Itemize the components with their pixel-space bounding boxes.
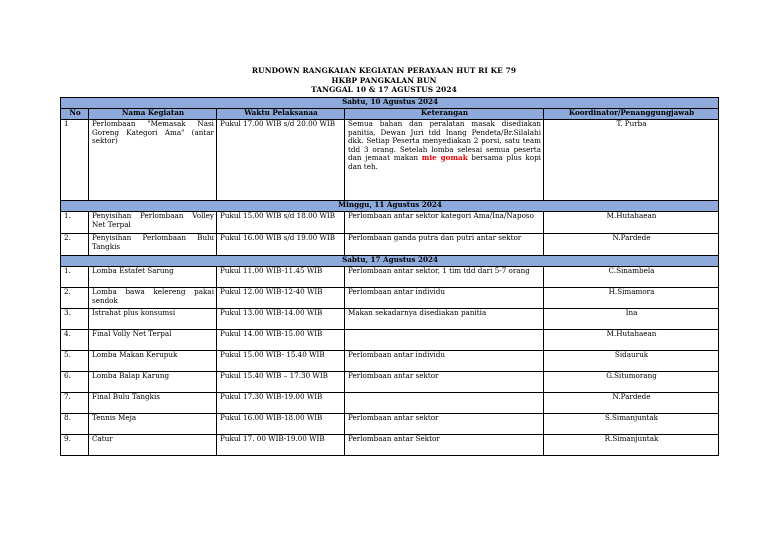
cell-nama: Catur <box>89 435 217 456</box>
keterangan-text-end: bersama plus kopi dan teh. <box>348 153 541 171</box>
day-label: Sabtu, 17 Agustus 2024 <box>61 256 719 267</box>
cell-no: 1. <box>61 212 89 234</box>
cell-waktu: Pukul 17.30 WIB-19.00 WIB <box>217 393 345 414</box>
cell-waktu: Pukul 13.00 WIB-14.00 WIB <box>217 309 345 330</box>
table-row <box>61 372 719 393</box>
cell-no: 1. <box>61 267 89 288</box>
cell-nama: Tennis Meja <box>89 414 217 435</box>
day-label: Minggu, 11 Agustus 2024 <box>61 201 719 212</box>
cell-nama: Istrahat plus konsumsi <box>89 309 217 330</box>
cell-nama: Penyisihan Perlombaan Volley Net Terpal <box>89 212 217 234</box>
cell-koordinator: R.Simanjuntak <box>544 435 719 456</box>
cell-no: 7. <box>61 393 89 414</box>
document-subtitle-date: TANGGAL 10 & 17 AGUSTUS 2024 <box>311 85 457 95</box>
column-header-row <box>61 109 719 120</box>
table-row <box>61 267 719 288</box>
cell-waktu: Pukul 17. 00 WIB-19.00 WIB <box>217 435 345 456</box>
cell-keterangan: Perlombaan antar Sektor <box>345 435 544 456</box>
cell-keterangan <box>345 393 544 414</box>
cell-keterangan: Perlombaan antar sektor <box>345 372 544 393</box>
cell-waktu: Pukul 12.00 WIB-12-40 WIB <box>217 288 345 309</box>
cell-no: 8. <box>61 414 89 435</box>
cell-koordinator: N.Pardede <box>544 234 719 256</box>
document-subtitle-church: HKBP PANGKALAN BUN <box>331 75 437 85</box>
cell-nama: Perlombaan "Memasak Nasi Goreng Kategori Ama" (antar sektor) <box>89 120 217 201</box>
keterangan-text: Semua bahan dan peralatan masak disediakan panitia, Dewan Juri tdd Inang Pendeta/Br.Silalahi dkk. Setiap Peserta menyediakan 2 porsi, satu team tdd 3 orang. Setelah lomba selesai semua peserta dan jemaat makan <box>348 119 541 163</box>
cell-koordinator: Sidauruk <box>544 351 719 372</box>
header-keterangan: Keterangan <box>345 109 544 120</box>
cell-keterangan <box>345 330 544 351</box>
cell-koordinator: T. Purba <box>544 120 719 201</box>
table-row <box>61 309 719 330</box>
day-label: Sabtu, 10 Agustus 2024 <box>61 98 719 109</box>
table-row <box>61 120 719 201</box>
cell-keterangan: Perlombaan antar sektor <box>345 414 544 435</box>
cell-no: 6. <box>61 372 89 393</box>
cell-keterangan: Perlombaan antar individu <box>345 288 544 309</box>
cell-no: 4. <box>61 330 89 351</box>
table-row <box>61 212 719 234</box>
cell-waktu: Pukul 14.00 WIB-15.00 WIB <box>217 330 345 351</box>
cell-nama: Lomba Balap Karung <box>89 372 217 393</box>
header-koordinator: Koordinator/Penanggungjawab <box>544 109 719 120</box>
cell-keterangan <box>345 120 544 201</box>
cell-waktu: Pukul 17.00 WIB s/d 20.00 WIB <box>217 120 345 201</box>
table-row <box>61 435 719 456</box>
cell-keterangan: Perlombaan antar sektor kategori Ama/Ina/Naposo <box>345 212 544 234</box>
rundown-table <box>60 97 719 456</box>
day-header-row <box>61 256 719 267</box>
header-nama: Nama Kegiatan <box>89 109 217 120</box>
cell-waktu: Pukul 16.00 WIB-18.00 WIB <box>217 414 345 435</box>
header-no: No <box>61 109 89 120</box>
cell-nama: Final Volly Net Terpal <box>89 330 217 351</box>
cell-koordinator: C.Sinambela <box>544 267 719 288</box>
cell-koordinator: G.Situmorang <box>544 372 719 393</box>
cell-koordinator: N.Pardede <box>544 393 719 414</box>
header-waktu: Waktu Pelaksanaa <box>217 109 345 120</box>
cell-nama: Lomba Makan Kerupuk <box>89 351 217 372</box>
cell-waktu: Pukul 15.00 WIB s/d 18.00 WIB <box>217 212 345 234</box>
cell-koordinator: Ina <box>544 309 719 330</box>
table-row <box>61 393 719 414</box>
cell-no: 2. <box>61 234 89 256</box>
cell-nama: Final Bulu Tangkis <box>89 393 217 414</box>
cell-keterangan: Perlombaan antar sektor, 1 tim tdd dari 5-7 orang <box>345 267 544 288</box>
cell-nama: Lomba bawa kelereng pakai sendok <box>89 288 217 309</box>
cell-keterangan: Makan sekadarnya disediakan panitia <box>345 309 544 330</box>
document-title-block <box>0 66 768 95</box>
cell-koordinator: S.Simanjuntak <box>544 414 719 435</box>
table-row <box>61 330 719 351</box>
cell-keterangan: Perlombaan ganda putra dan putri antar sektor <box>345 234 544 256</box>
cell-no: 5. <box>61 351 89 372</box>
cell-nama: Lomba Estafet Sarung <box>89 267 217 288</box>
day-header-row <box>61 201 719 212</box>
cell-waktu: Pukul 15.40 WIB – 17.30 WIB <box>217 372 345 393</box>
cell-keterangan: Perlombaan antar individu <box>345 351 544 372</box>
cell-no: 9. <box>61 435 89 456</box>
keterangan-highlight: mie gomak <box>421 153 468 163</box>
cell-koordinator: M.Hutahaean <box>544 212 719 234</box>
cell-no: 3. <box>61 309 89 330</box>
cell-nama: Penyisihan Perlombaan Bulu Tangkis <box>89 234 217 256</box>
cell-koordinator: M.Hutahaean <box>544 330 719 351</box>
table-row <box>61 288 719 309</box>
cell-koordinator: H.Simamora <box>544 288 719 309</box>
cell-no: 2. <box>61 288 89 309</box>
cell-no: 1 <box>61 120 89 201</box>
document-title: RUNDOWN RANGKAIAN KEGIATAN PERAYAAN HUT RI KE 79 <box>251 66 517 75</box>
cell-waktu: Pukul 15.00 WIB- 15.40 WIB <box>217 351 345 372</box>
table-row <box>61 414 719 435</box>
cell-waktu: Pukul 16.00 WIB s/d 19.00 WIB <box>217 234 345 256</box>
day-header-row <box>61 98 719 109</box>
table-row <box>61 351 719 372</box>
table-row <box>61 234 719 256</box>
cell-waktu: Pukul 11.00 WIB-11.45 WIB <box>217 267 345 288</box>
